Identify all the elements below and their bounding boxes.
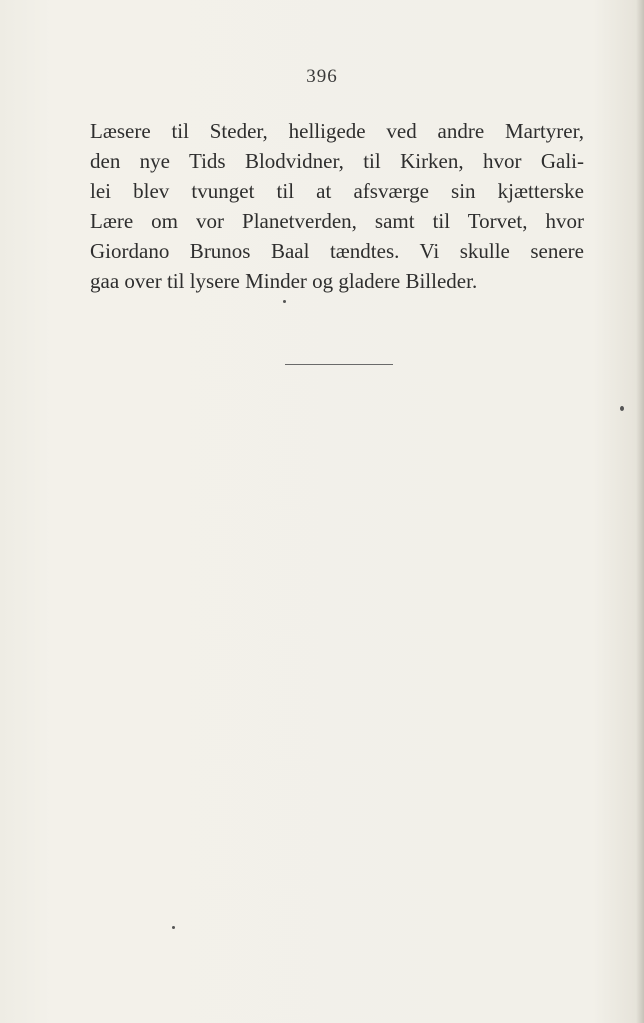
text-line: Giordano Brunos Baal tændtes. Vi skulle senere [90, 239, 584, 263]
section-divider-rule [285, 364, 393, 365]
text-line: lei blev tvunget til at afsværge sin kjætterske [90, 179, 584, 203]
ink-speck [172, 926, 175, 929]
page-number: 396 [306, 66, 338, 87]
text-line: Lære om vor Planetverden, samt til Torvet, hvor [90, 209, 584, 233]
text-line: Læsere til Steder, helligede ved andre Martyrer, [90, 119, 584, 143]
text-line: den nye Tids Blodvidner, til Kirken, hvor Gali- [90, 149, 584, 173]
ink-speck [283, 300, 286, 303]
text-line: gaa over til lysere Minder og gladere Billeder. [90, 269, 478, 293]
body-text [90, 116, 584, 296]
page-edge-shadow [636, 0, 644, 1023]
ink-speck [620, 406, 624, 411]
